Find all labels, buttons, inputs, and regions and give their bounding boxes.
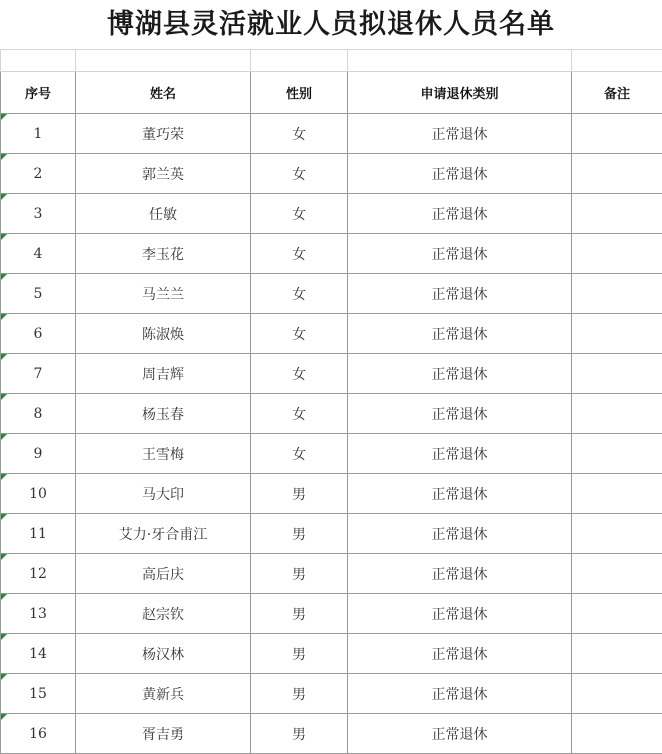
remark-cell[interactable] [572, 314, 662, 354]
remark-cell[interactable] [572, 114, 662, 154]
error-indicator-icon [1, 234, 7, 240]
remark-cell[interactable] [572, 634, 662, 674]
category-cell[interactable] [348, 234, 572, 274]
gender-cell[interactable] [251, 634, 348, 674]
category-cell-text: 正常退休 [431, 246, 488, 263]
gender-cell[interactable] [251, 554, 348, 594]
seq-cell[interactable] [1, 514, 76, 554]
remark-cell[interactable] [572, 194, 662, 234]
error-indicator-icon [1, 274, 7, 280]
gender-cell[interactable] [251, 594, 348, 634]
name-cell-text: 李玉花 [142, 246, 184, 263]
remark-cell[interactable] [572, 234, 662, 274]
category-cell[interactable] [348, 554, 572, 594]
category-cell[interactable] [348, 194, 572, 234]
gender-cell-text: 女 [292, 246, 306, 263]
category-cell-text: 正常退休 [431, 686, 488, 703]
error-indicator-icon [1, 674, 7, 680]
gender-cell-text: 男 [292, 646, 306, 663]
table-row [1, 474, 662, 514]
remark-cell[interactable] [572, 434, 662, 474]
category-cell[interactable] [348, 114, 572, 154]
name-cell-text: 马兰兰 [142, 286, 184, 303]
empty-row [1, 50, 662, 72]
category-cell[interactable] [348, 714, 572, 754]
error-indicator-icon [1, 314, 7, 320]
remark-cell[interactable] [572, 394, 662, 434]
name-cell[interactable] [76, 594, 251, 634]
category-cell[interactable] [348, 594, 572, 634]
name-cell[interactable] [76, 394, 251, 434]
roster-table [0, 49, 662, 754]
gender-cell[interactable] [251, 154, 348, 194]
category-cell-text: 正常退休 [431, 606, 488, 623]
remark-cell[interactable] [572, 554, 662, 594]
category-cell[interactable] [348, 474, 572, 514]
name-cell[interactable] [76, 154, 251, 194]
category-cell-text: 正常退休 [431, 206, 488, 223]
name-cell[interactable] [76, 674, 251, 714]
category-cell[interactable] [348, 154, 572, 194]
name-cell-text: 艾力·牙合甫江 [118, 526, 208, 543]
seq-cell-text: 8 [33, 405, 43, 422]
seq-cell-text: 5 [33, 285, 43, 302]
name-cell-text: 杨汉林 [142, 646, 184, 663]
error-indicator-icon [1, 474, 7, 480]
gender-cell[interactable] [251, 514, 348, 554]
empty-cell[interactable] [572, 50, 662, 72]
remark-cell[interactable] [572, 354, 662, 394]
table-row [1, 714, 662, 754]
gender-cell[interactable] [251, 194, 348, 234]
name-cell-text: 胥吉勇 [142, 726, 184, 743]
seq-cell-text: 3 [33, 205, 43, 222]
name-cell-text: 陈淑焕 [142, 326, 184, 343]
category-cell[interactable] [348, 634, 572, 674]
remark-cell[interactable] [572, 714, 662, 754]
gender-cell-text: 女 [292, 326, 306, 343]
gender-cell[interactable] [251, 274, 348, 314]
seq-cell[interactable] [1, 594, 76, 634]
table-row [1, 274, 662, 314]
table-row [1, 194, 662, 234]
remark-cell[interactable] [572, 594, 662, 634]
name-cell-text: 赵宗钦 [142, 606, 184, 623]
seq-cell-text: 13 [29, 605, 47, 622]
category-cell[interactable] [348, 314, 572, 354]
gender-cell-text: 男 [292, 526, 306, 543]
name-cell[interactable] [76, 354, 251, 394]
gender-cell-text: 女 [292, 446, 306, 463]
category-cell-text: 正常退休 [431, 326, 488, 343]
seq-cell-text: 1 [33, 125, 43, 142]
seq-cell-text: 2 [33, 165, 43, 182]
error-indicator-icon [1, 594, 7, 600]
gender-cell-text: 女 [292, 366, 306, 383]
gender-cell[interactable] [251, 394, 348, 434]
remark-cell[interactable] [572, 474, 662, 514]
table-row [1, 674, 662, 714]
remark-cell[interactable] [572, 674, 662, 714]
gender-cell-text: 男 [292, 726, 306, 743]
category-cell-text: 正常退休 [431, 646, 488, 663]
error-indicator-icon [1, 114, 7, 120]
name-cell[interactable] [76, 234, 251, 274]
gender-cell[interactable] [251, 674, 348, 714]
header-row [1, 72, 662, 114]
category-cell[interactable] [348, 394, 572, 434]
gender-cell-text: 男 [292, 686, 306, 703]
seq-cell[interactable] [1, 234, 76, 274]
remark-cell[interactable] [572, 514, 662, 554]
category-cell-text: 正常退休 [431, 286, 488, 303]
table-row [1, 514, 662, 554]
remark-cell[interactable] [572, 274, 662, 314]
gender-cell-text: 男 [292, 606, 306, 623]
category-cell-text: 正常退休 [431, 366, 488, 383]
seq-cell-text: 15 [29, 685, 47, 702]
category-cell[interactable] [348, 354, 572, 394]
seq-cell-text: 7 [33, 365, 43, 382]
gender-cell-text: 男 [292, 566, 306, 583]
name-cell[interactable] [76, 194, 251, 234]
seq-cell-text: 16 [29, 725, 47, 742]
gender-cell-text: 女 [292, 206, 306, 223]
gender-cell-text: 女 [292, 286, 306, 303]
error-indicator-icon [1, 634, 7, 640]
name-cell-text: 郭兰英 [142, 166, 184, 183]
category-cell[interactable] [348, 434, 572, 474]
seq-cell-text: 4 [33, 245, 43, 262]
gender-cell-text: 女 [292, 126, 306, 143]
gender-cell-text: 男 [292, 486, 306, 503]
header-category[interactable]: 申请退休类别 [348, 72, 572, 114]
error-indicator-icon [1, 354, 7, 360]
name-cell[interactable] [76, 114, 251, 154]
empty-cell[interactable] [348, 50, 572, 72]
seq-cell[interactable] [1, 474, 76, 514]
category-cell-text: 正常退休 [431, 446, 488, 463]
table-row [1, 634, 662, 674]
category-cell-text: 正常退休 [431, 126, 488, 143]
sheet-title: 博湖县灵活就业人员拟退休人员名单 [107, 9, 555, 40]
gender-cell[interactable] [251, 354, 348, 394]
gender-cell[interactable] [251, 714, 348, 754]
name-cell-text: 马大印 [142, 486, 184, 503]
name-cell-text: 高后庆 [142, 566, 184, 583]
table-row [1, 394, 662, 434]
seq-cell[interactable] [1, 714, 76, 754]
seq-cell[interactable] [1, 394, 76, 434]
table-row [1, 314, 662, 354]
error-indicator-icon [1, 434, 7, 440]
category-cell[interactable] [348, 514, 572, 554]
gender-cell[interactable] [251, 474, 348, 514]
error-indicator-icon [1, 394, 7, 400]
name-cell-text: 周吉辉 [142, 366, 184, 383]
seq-cell[interactable] [1, 154, 76, 194]
name-cell[interactable] [76, 634, 251, 674]
table-row [1, 114, 662, 154]
empty-cell[interactable] [76, 50, 251, 72]
table-row [1, 234, 662, 274]
gender-cell-text: 女 [292, 166, 306, 183]
error-indicator-icon [1, 194, 7, 200]
seq-cell[interactable] [1, 674, 76, 714]
name-cell[interactable] [76, 314, 251, 354]
seq-cell[interactable] [1, 434, 76, 474]
category-cell-text: 正常退休 [431, 166, 488, 183]
seq-cell[interactable] [1, 274, 76, 314]
name-cell-text: 董巧荣 [142, 126, 184, 143]
seq-cell[interactable] [1, 314, 76, 354]
header-seq[interactable]: 序号 [1, 72, 76, 114]
name-cell[interactable] [76, 434, 251, 474]
error-indicator-icon [1, 154, 7, 160]
name-cell-text: 任敏 [149, 206, 177, 223]
name-cell-text: 黄新兵 [142, 686, 184, 703]
gender-cell[interactable] [251, 314, 348, 354]
category-cell-text: 正常退休 [431, 486, 488, 503]
name-cell-text: 王雪梅 [142, 446, 184, 463]
error-indicator-icon [1, 554, 7, 560]
gender-cell-text: 女 [292, 406, 306, 423]
empty-cell[interactable] [251, 50, 348, 72]
header-gender[interactable]: 性别 [251, 72, 348, 114]
category-cell-text: 正常退休 [431, 526, 488, 543]
seq-cell-text: 6 [33, 325, 43, 342]
error-indicator-icon [1, 714, 7, 720]
empty-cell[interactable] [1, 50, 76, 72]
seq-cell-text: 9 [33, 445, 43, 462]
header-name[interactable]: 姓名 [76, 72, 251, 114]
name-cell[interactable] [76, 554, 251, 594]
category-cell[interactable] [348, 274, 572, 314]
seq-cell[interactable] [1, 634, 76, 674]
header-remark[interactable]: 备注 [572, 72, 662, 114]
seq-cell-text: 12 [29, 565, 47, 582]
name-cell[interactable] [76, 274, 251, 314]
error-indicator-icon [1, 514, 7, 520]
category-cell[interactable] [348, 674, 572, 714]
name-cell-text: 杨玉春 [142, 406, 184, 423]
remark-cell[interactable] [572, 154, 662, 194]
table-row [1, 354, 662, 394]
seq-cell[interactable] [1, 554, 76, 594]
category-cell-text: 正常退休 [431, 726, 488, 743]
table-row [1, 434, 662, 474]
seq-cell[interactable] [1, 114, 76, 154]
seq-cell-text: 11 [29, 525, 47, 542]
category-cell-text: 正常退休 [431, 566, 488, 583]
name-cell[interactable] [76, 474, 251, 514]
table-row [1, 554, 662, 594]
gender-cell[interactable] [251, 434, 348, 474]
seq-cell-text: 14 [29, 645, 47, 662]
name-cell[interactable] [76, 514, 251, 554]
table-row [1, 594, 662, 634]
gender-cell[interactable] [251, 114, 348, 154]
seq-cell-text: 10 [29, 485, 47, 502]
gender-cell[interactable] [251, 234, 348, 274]
seq-cell[interactable] [1, 354, 76, 394]
name-cell[interactable] [76, 714, 251, 754]
seq-cell[interactable] [1, 194, 76, 234]
category-cell-text: 正常退休 [431, 406, 488, 423]
table-row [1, 154, 662, 194]
